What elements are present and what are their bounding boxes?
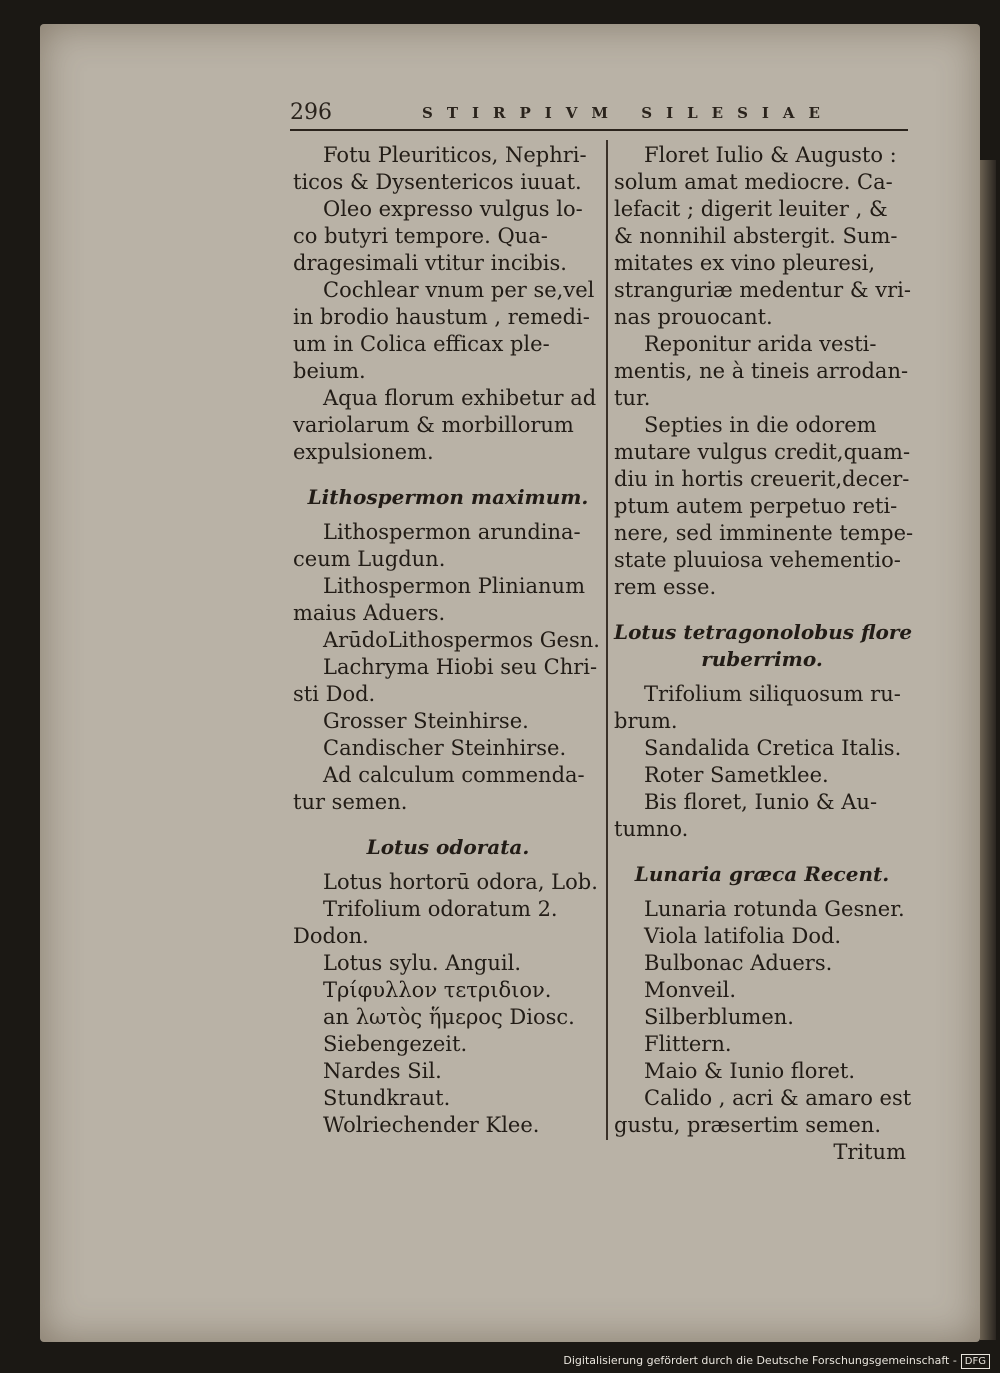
text-line: co butyri tempore. Qua-: [293, 224, 548, 248]
text-line: Septies in die odorem: [644, 413, 877, 437]
footer-text: Digitalisierung gefördert durch die Deutsche Forschungsgemeinschaft -: [563, 1354, 957, 1367]
text-line: nas prouocant.: [614, 305, 773, 329]
text-line: Ad calculum commenda-: [323, 763, 585, 787]
text-line: Τρίφυλλον τετριδιον.: [323, 978, 552, 1002]
text-line: solum amat mediocre. Ca-: [614, 170, 893, 194]
catchword: Tritum: [833, 1140, 906, 1164]
text-line: nere, sed imminente tempe-: [614, 521, 914, 545]
text-line: sti Dod.: [293, 682, 376, 706]
text-line: diu in hortis creuerit,decer-: [614, 467, 910, 491]
section-heading: Lotus tetragonolobus flore: [614, 620, 913, 644]
text-line: Roter Sametklee.: [644, 763, 829, 787]
text-line: lefacit ; digerit leuiter , &: [614, 197, 888, 221]
text-line: Sandalida Cretica Italis.: [644, 736, 902, 760]
text-line: maius Aduers.: [293, 601, 446, 625]
page-header: [290, 100, 910, 130]
running-head: STIRPIVM SILESIAE: [422, 104, 834, 122]
text-line: Lachryma Hiobi seu Chri-: [323, 655, 598, 679]
text-line: Lithospermon Plinianum: [323, 574, 585, 598]
section-heading: Lotus odorata.: [366, 835, 530, 859]
text-line: Grosser Steinhirse.: [323, 709, 529, 733]
text-line: Cochlear vnum per se,vel: [323, 278, 595, 302]
text-line: Reponitur arida vesti-: [644, 332, 877, 356]
section-heading: ruberrimo.: [701, 647, 823, 671]
header-rule: [290, 129, 908, 131]
text-line: Aqua florum exhibetur ad: [323, 386, 597, 410]
text-line: tur.: [614, 386, 651, 410]
text-line: mitates ex vino pleuresi,: [614, 251, 876, 275]
text-line: Wolriechender Klee.: [323, 1113, 540, 1137]
text-line: Oleo expresso vulgus lo-: [323, 197, 583, 221]
text-line: Maio & Iunio floret.: [644, 1059, 856, 1083]
text-line: um in Colica efficax ple-: [293, 332, 550, 356]
right-column: [614, 142, 914, 1166]
text-line: beium.: [293, 359, 366, 383]
dfg-logo-icon: DFG: [961, 1354, 990, 1369]
text-line: mentis, ne à tineis arrodan-: [614, 359, 909, 383]
text-line: Lotus hortorū odora, Lob.: [323, 870, 598, 894]
text-line: Candischer Steinhirse.: [323, 736, 567, 760]
text-line: Stundkraut.: [323, 1086, 451, 1110]
text-line: Lunaria rotunda Gesner.: [644, 897, 905, 921]
text-line: stranguriæ medentur & vri-: [614, 278, 911, 302]
text-line: Calido , acri & amaro est: [644, 1086, 912, 1110]
text-line: Flittern.: [644, 1032, 732, 1056]
text-line: Nardes Sil.: [323, 1059, 442, 1083]
text-line: Bis floret, Iunio & Au-: [644, 790, 878, 814]
text-line: mutare vulgus credit,quam-: [614, 440, 911, 464]
text-line: ceum Lugdun.: [293, 547, 446, 571]
text-line: Monveil.: [644, 978, 737, 1002]
column-divider: [606, 140, 608, 1140]
section-heading: Lithospermon maximum.: [307, 485, 589, 509]
digitization-footer: [0, 1351, 990, 1371]
text-line: ArūdoLithospermos Gesn.: [323, 628, 600, 652]
text-line: Fotu Pleuriticos, Nephri-: [323, 143, 587, 167]
text-line: Viola latifolia Dod.: [644, 924, 842, 948]
section-heading: Lunaria græca Recent.: [634, 862, 890, 886]
text-line: Lotus sylu. Anguil.: [323, 951, 522, 975]
text-line: in brodio haustum , remedi-: [293, 305, 590, 329]
text-line: gustu, præsertim semen.: [614, 1113, 882, 1137]
text-line: expulsionem.: [293, 440, 434, 464]
text-line: Silberblumen.: [644, 1005, 794, 1029]
text-line: brum.: [614, 709, 678, 733]
text-line: state pluuiosa vehementio-: [614, 548, 901, 572]
text-line: Trifolium siliquosum ru-: [644, 682, 901, 706]
text-line: Lithospermon arundina-: [323, 520, 581, 544]
left-column: [293, 142, 603, 1139]
text-line: & nonnihil abstergit. Sum-: [614, 224, 898, 248]
text-line: Siebengezeit.: [323, 1032, 468, 1056]
text-line: variolarum & morbillorum: [293, 413, 574, 437]
text-line: ticos & Dysentericos iuuat.: [293, 170, 582, 194]
text-line: Dodon.: [293, 924, 369, 948]
text-line: an λωτὸς ἥμερος Diosc.: [323, 1005, 575, 1029]
text-line: rem esse.: [614, 575, 717, 599]
text-line: tumno.: [614, 817, 689, 841]
text-line: Trifolium odoratum 2.: [323, 897, 558, 921]
text-line: Bulbonac Aduers.: [644, 951, 833, 975]
page-edge: [980, 160, 996, 1340]
text-line: ptum autem perpetuo reti-: [614, 494, 898, 518]
page-number: 296: [290, 100, 332, 125]
text-line: Floret Iulio & Augusto :: [644, 143, 897, 167]
text-line: dragesimali vtitur incibis.: [293, 251, 567, 275]
text-line: tur semen.: [293, 790, 408, 814]
